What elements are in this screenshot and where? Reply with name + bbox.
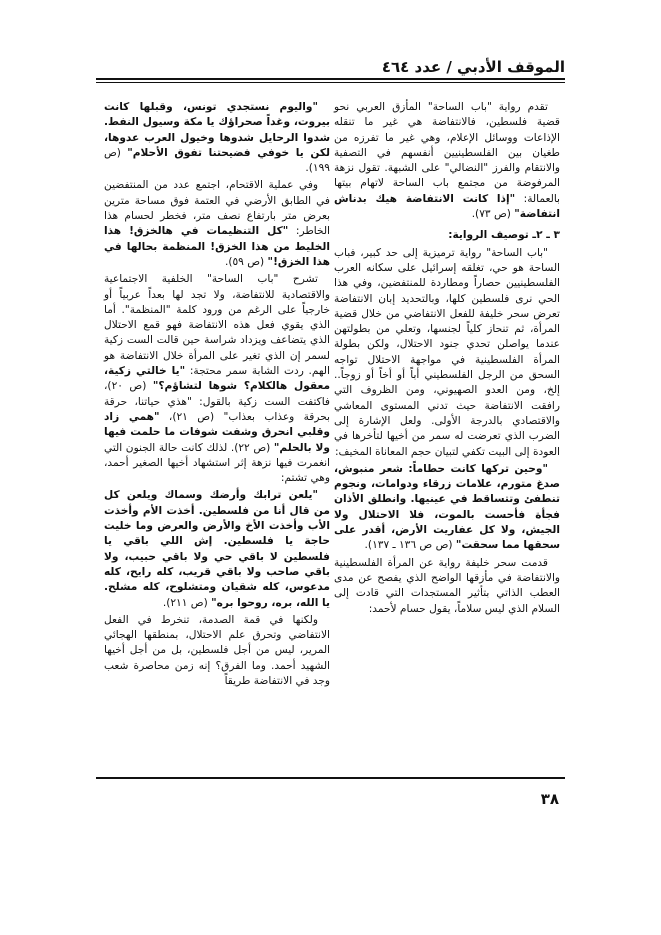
- section-heading: ٣ ـ ٢ـ توصيف الرواية:: [448, 229, 560, 242]
- block-quote: [104, 488, 330, 610]
- paragraph-text: (ص ٢٢). لذلك كانت حالة الجنون التي انغمرت فيها نزهة إثر استشهاد أخيها الصغير أحمد، وهي تشتم:: [104, 441, 330, 485]
- paragraph-text: (ص ٢٠)، فاكتفت الست زكية بالقول: "هذي حياتنا، حرقة بحرقة وعذاب بعذاب" (ص ٢١)،: [104, 380, 331, 423]
- quote-bold: "يلعن ترابك وأرضك وسماك ويلعن كل من قال أنا من فلسطين. أخذت الأم وأخذت الأب وأخذت الأخ والأرض والعرض وما خليت حاجة يا فلسطين. إش اللي باقي يا فلسطين لا باقي حي ولا باقي حبيب، ولا باقي صاحب ولا باقي قريب، كله رايح، كله مدعوس، كله شقيان ومتشلوح، كله مشلح. يا الله، بره، روحوا بره": [104, 489, 330, 609]
- header-rule-thin: [96, 82, 565, 83]
- paragraph: [104, 178, 330, 270]
- citation: (ص ص ١٣٦ ـ ١٣٧).: [364, 539, 456, 552]
- quote-bold: "يا خالتي زكية، معقول هالكلام؟ شوها لتشاؤم؟": [104, 365, 330, 393]
- header-rule: [96, 78, 565, 80]
- running-header: [96, 56, 565, 82]
- citation: (ص ٢١١).: [162, 596, 212, 609]
- citation: (ص ١٩٩).: [104, 146, 330, 175]
- block-quote: [334, 462, 560, 554]
- journal-title: الموقف الأدبي / عدد ٤٦٤: [381, 58, 565, 76]
- citation: (ص ٧٣).: [471, 208, 515, 221]
- quote-bold: "واليوم نستجدي تونس، وقبلها كانت بيروت، وغداً صحراؤك يا مكة وسيول النفط. شدوا الرحايل شدوها وخيول العرب عدوها، لكن يا خوفي فضيحتنا تفوق الأحلام": [104, 101, 330, 159]
- paragraph: ولكنها في قمة الصدمة، تنخرط في الفعل الانتفاضي وتحرق علم الاحتلال، بمنطقها الهجائي المرير، ليس من أجل فلسطين، بل من أجل أخيها الشهيد أحمد. وما الفرق؟ إنه زمن محاصرة شعب وجد في الانتفاضة طريقاً: [104, 613, 330, 687]
- paragraph: [334, 100, 560, 222]
- quote-bold: "إذا كانت الانتفاضة هيك بدناش انتفاضة": [334, 192, 560, 221]
- paragraph: [104, 272, 330, 486]
- block-quote: [104, 100, 330, 176]
- left-column: [104, 100, 330, 691]
- page-number: ٣٨: [540, 790, 559, 808]
- quote-bold: "همي زاد وقلبي انحرق وشفت شوفات ما حلمت فيها ولا بالحلم": [104, 410, 330, 454]
- footer-rule: [96, 777, 565, 779]
- paragraph-text: وفي عملية الاقتحام، اجتمع عدد من المنتفضين في الطابق الأرضي في العتمة فوق مساحة مترين بعرض متر بارتفاع نصف متر، فخطر لحسام هذا الخاطر:: [104, 179, 330, 238]
- paragraph-text: تشرح "باب الساحة" الخلفية الاجتماعية والاقتصادية للانتفاضة، ولا تجد لها بعداً عربياً أو خارجياً على الرغم من ورود كلمة "المنظمة". أما الذي يقوي فعل هذه الانتفاضة فهو قمع الاحتلال الذي يتضاعف ويزداد شراسة حين قالت الست زكية لسمر إن الذي تغير على المرأة خلال الانتفاضة هو الهم. ردت الشابة سمر محتجة:: [104, 273, 330, 378]
- paragraph-text: تقدم رواية "باب الساحة" المأزق العربي نحو قضية فلسطين، فالانتفاضة هي غير ما تنقله الإذاعات ووسائل الإعلام، وهي غير ما تفرزه من طغيان بين الفلسطينيين أنفسهم في التصفية والانتقام والفرز "النضالي" على الشبهة. تقول نزهة المرفوضة من مجتمع باب الساحة لاتهام بيتها بالعمالة:: [334, 101, 561, 205]
- paragraph: "باب الساحة" رواية ترميزية إلى حد كبير، فباب الساحة هو حي، تغلقه إسرائيل على سكانه العرب الفلسطينيين حصاراً ومطاردة للمنتفضين، وفي هذا الحي نرى فلسطين كلها، وبالتحديد إبان الانتفاضة تعرض سحر خليفة للفعل الانتفاضي من خلال قضية المرأة، ثم تنحاز كلياً لجنسها، وتعلي من بطولتهن عندما يواصلن تحدي جنود الاحتلال، ولكن بطولة المرأة الفلسطينية في مواجهة الاحتلال تواجه السحق من الرجل الفلسطيني أباً أو أخاً أو زوجاً.. إلخ، ومن العدو الصهيوني، ومن الظروف التي رافقت الانتفاضة حيث تدني المستوى المعاشي والاقتصادي بالدرجة الأولى. ولعل الإشارة إلى الضرب الذي تعرضت له سمر من أخيها لتأخرها في العودة إلى البيت تكفي لتبيان حجم المعاناة المخيف:: [334, 246, 560, 458]
- paragraph: قدمت سحر خليفة رواية عن المرأة الفلسطينية والانتفاضة في مأزقها الواضح الذي يفصح عن مدى العطب الذاتي بتأثير المستجدات التي قادت إلى السلام الذي ليس سلاماً، يقول حسام لأحمد:: [334, 556, 560, 615]
- citation: (ص ٥٩).: [224, 255, 268, 268]
- quote-bold: "كل التنظيمات في هالخزق! هذا الخليط من هذا الخزق! المنظمة بحالها في هذا الخزق!": [104, 225, 330, 268]
- quote-bold: "وحين تركها كانت حطاماً: شعر منبوش، صدغ متورم، علامات زرقاء ودوامات، ونجوم تنطفئ وتتساقط في عينيها. وانطلق الأذان فجأة فأحست بالموت، فلا الاحتلال ولا الجيش، ولا كل عفاريت الأرض، أقدر على سحقها مما سحقت": [334, 462, 560, 552]
- right-column: [334, 100, 560, 619]
